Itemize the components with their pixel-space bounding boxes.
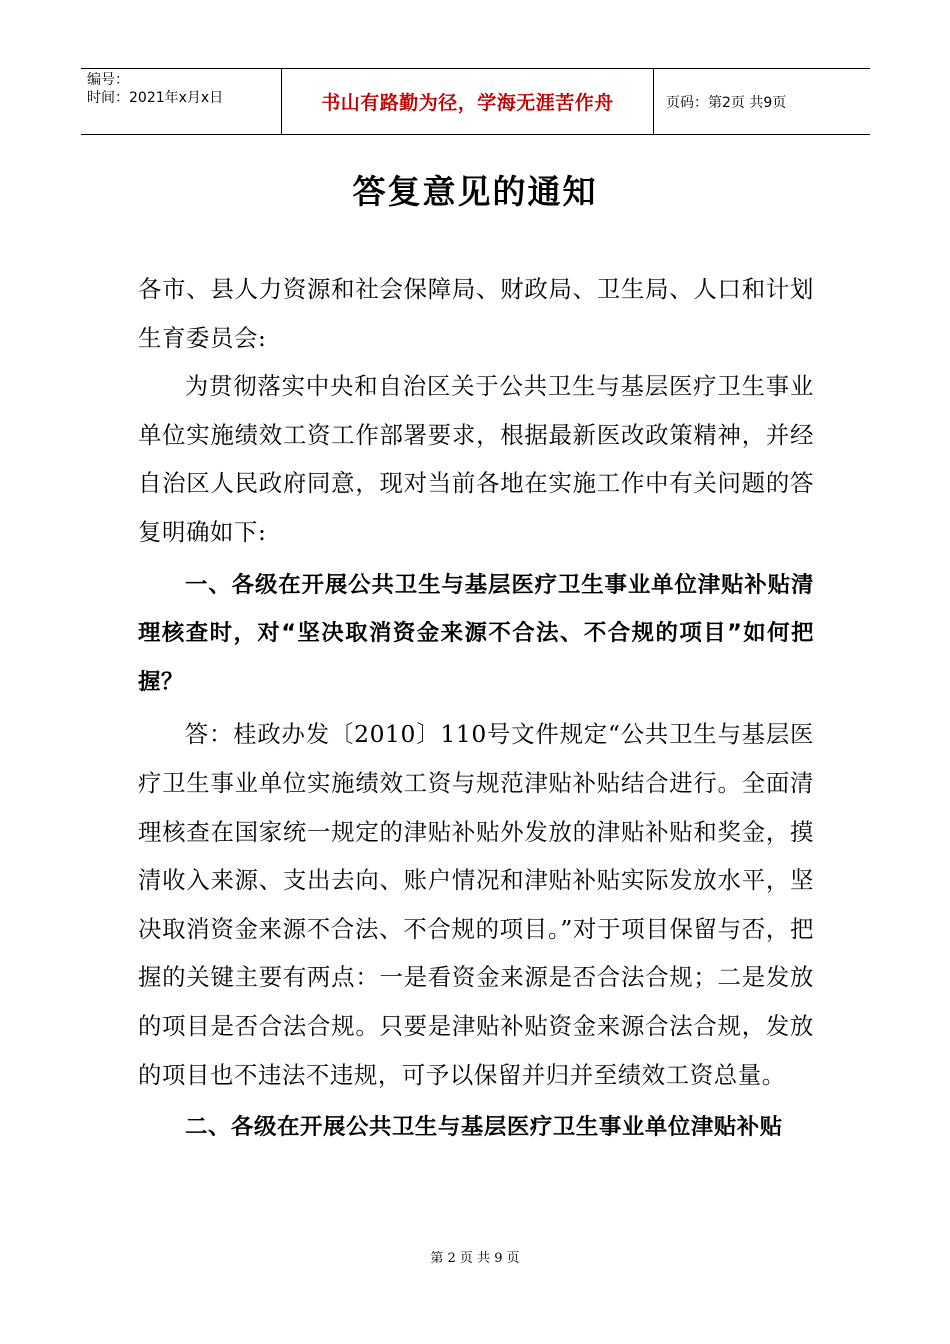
intro-paragraph: 为贯彻落实中央和自治区关于公共卫生与基层医疗卫生事业单位实施绩效工资工作部署要求，根据最新医改政策精神，并经自治区人民政府同意，现对当前各地在实施工作中有关问题的答复明确如下:: [138, 372, 814, 546]
document-title: 答复意见的通知: [352, 172, 598, 211]
salutation-paragraph: 各市、县人力资源和社会保障局、财政局、卫生局、人口和计划生育委员会:: [138, 275, 814, 352]
page-footer: 第 2 页 共 9 页: [430, 1251, 520, 1266]
document-body: [138, 265, 814, 1152]
question-heading-2: 二、各级在开展公共卫生与基层医疗卫生事业单位津贴补贴: [185, 1114, 783, 1141]
header-meta-cell: [81, 69, 282, 134]
answer-paragraph-1: 答：桂政办发〔2010〕110号文件规定“公共卫生与基层医疗卫生事业单位实施绩效工资与规范津贴补贴结合进行。全面清理核查在国家统一规定的津贴补贴外发放的津贴补贴和奖金，摸清收入来源、支出去向、账户情况和津贴补贴实际发放水平，坚决取消资金来源不合法、不合规的项目。”对于项目保留与否，把握的关键主要有两点：一是看资金来源是否合法合规；二是发放的项目是否合法合规。只要是津贴补贴资金来源合法合规，发放的项目也不违法不违规，可予以保留并归并至绩效工资总量。: [138, 720, 814, 1089]
header-motto: 书山有路勤为径，学海无涯苦作舟: [282, 69, 654, 134]
question-heading-1: 一、各级在开展公共卫生与基层医疗卫生事业单位津贴补贴清理核查时，对“坚决取消资金来源不合法、不合规的项目”如何把握？: [138, 571, 814, 695]
number-label: 编号：: [87, 72, 129, 88]
header-table: [81, 68, 870, 135]
time-label: 时间：2021年x月x日: [87, 90, 224, 106]
header-page-info: 页码：第2页 共9页: [666, 94, 787, 111]
